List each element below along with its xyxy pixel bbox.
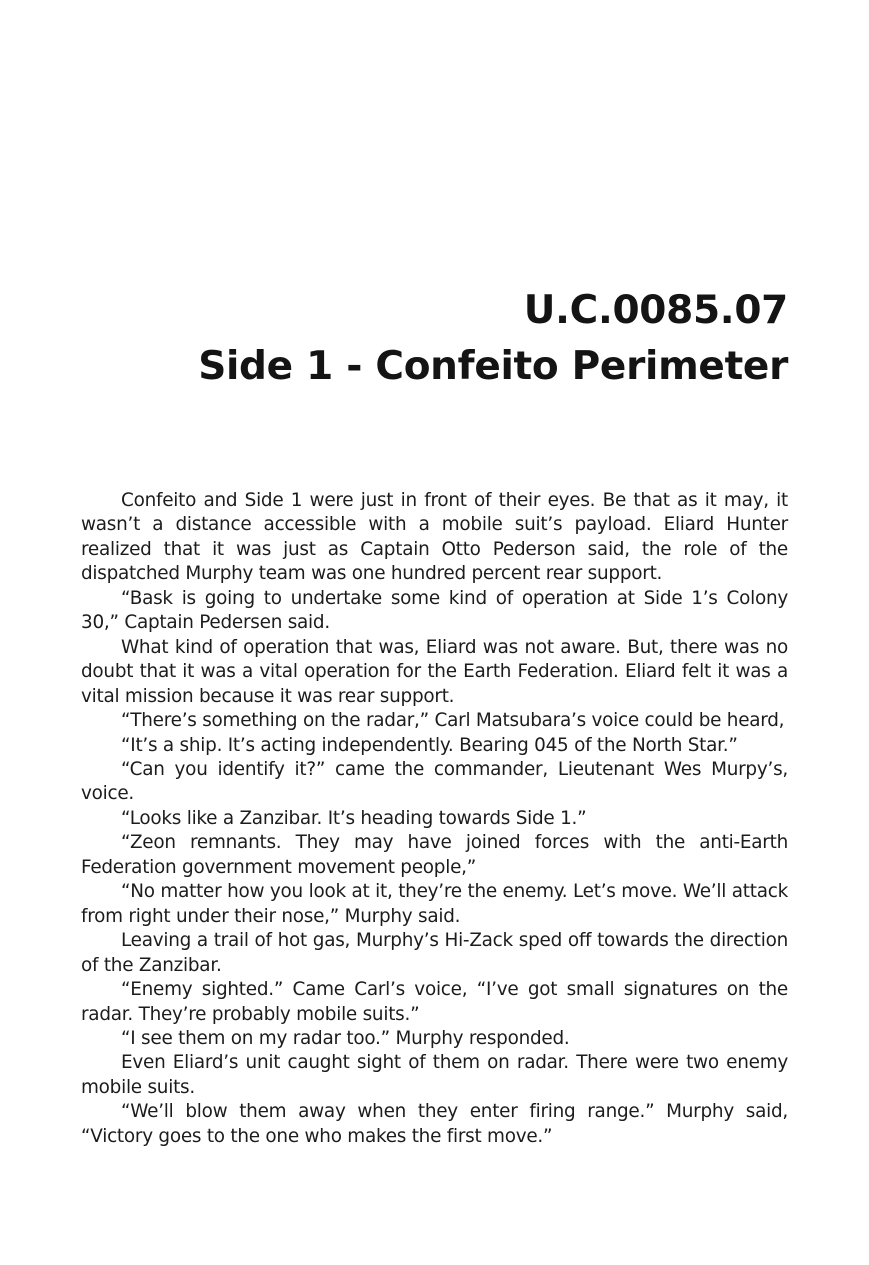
chapter-title: Side 1 - Confeito Perimeter bbox=[198, 344, 788, 389]
paragraph: “Looks like a Zanzibar. It’s heading towards Side 1.” bbox=[121, 807, 587, 829]
chapter-body bbox=[81, 489, 788, 1149]
paragraph: “Bask is going to undertake some kind of operation at Side 1’s Colony 30,” Captain Pedersen said. bbox=[81, 587, 788, 634]
paragraph: Even Eliard’s unit caught sight of them on radar. There were two enemy mobile suits. bbox=[81, 1052, 788, 1098]
paragraph: “Zeon remnants. They may have joined forces with the anti-Earth Federation government movement people,” bbox=[81, 832, 788, 878]
chapter-heading bbox=[198, 283, 788, 395]
paragraph: “We’ll blow them away when they enter firing range.” Murphy said, “Victory goes to the one who makes the first move.” bbox=[81, 1101, 788, 1147]
paragraph: Leaving a trail of hot gas, Murphy’s Hi-Zack sped off towards the direction of the Zanzibar. bbox=[81, 930, 788, 976]
paragraph: What kind of operation that was, Eliard was not aware. But, there was no doubt that it was a vital operation for the Earth Federation. Eliard felt it was a vital mission because it was rear support. bbox=[81, 636, 788, 707]
paragraph: “Can you identify it?” came the commander, Lieutenant Wes Murpy’s, voice. bbox=[81, 758, 788, 805]
paragraph: “I see them on my radar too.” Murphy responded. bbox=[121, 1027, 570, 1049]
paragraph: “Enemy sighted.” Came Carl’s voice, “I’ve got small signatures on the radar. They’re probably mobile suits.” bbox=[81, 979, 788, 1025]
paragraph: “No matter how you look at it, they’re the enemy. Let’s move. We’ll attack from right under their nose,” Murphy said. bbox=[81, 881, 788, 927]
paragraph: Confeito and Side 1 were just in front of their eyes. Be that as it may, it wasn’t a distance accessible with a mobile suit’s payload. Eliard Hunter realized that it was just as Captain Otto Pederson said, the role of the dispatched Murphy team was one hundred percent rear support. bbox=[81, 490, 788, 585]
paragraph: “There’s something on the radar,” Carl Matsubara’s voice could be heard, bbox=[121, 710, 785, 732]
chapter-date: U.C.0085.07 bbox=[523, 288, 788, 333]
paragraph: “It’s a ship. It’s acting independently. Bearing 045 of the North Star.” bbox=[121, 734, 738, 756]
